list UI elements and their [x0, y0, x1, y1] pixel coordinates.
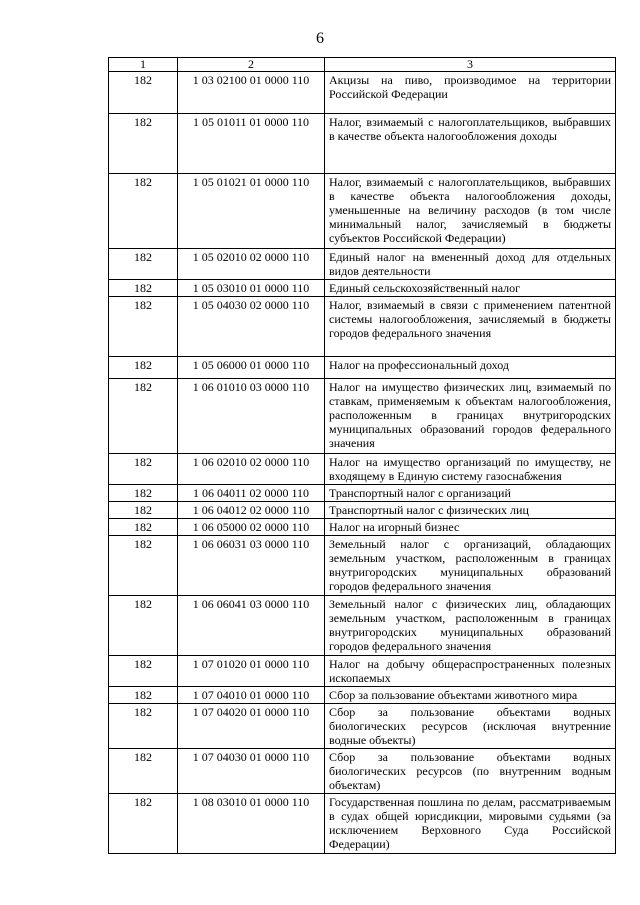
table-body	[109, 72, 616, 854]
budget-code-cell: 1 06 04012 02 0000 110	[178, 502, 325, 519]
revenue-name-cell: Транспортный налог с физических лиц	[325, 502, 616, 519]
revenue-name-cell: Налог на игорный бизнес	[325, 519, 616, 536]
table-row	[109, 280, 616, 297]
revenue-name-cell: Земельный налог с организаций, обладающих земельным участком, расположенным в границах внутригородских муниципальных образований городов федерального значения	[325, 536, 616, 596]
table-row	[109, 379, 616, 454]
table-row	[109, 502, 616, 519]
admin-code-cell: 182	[109, 596, 178, 656]
budget-code-cell: 1 03 02100 01 0000 110	[178, 72, 325, 114]
revenue-name-cell: Единый налог на вмененный доход для отдельных видов деятельности	[325, 249, 616, 280]
budget-code-cell: 1 07 01020 01 0000 110	[178, 656, 325, 687]
budget-code-cell: 1 06 06041 03 0000 110	[178, 596, 325, 656]
admin-code-cell: 182	[109, 114, 178, 174]
table-row	[109, 454, 616, 485]
table-row	[109, 596, 616, 656]
table-row	[109, 704, 616, 749]
table-row	[109, 536, 616, 596]
admin-code-cell: 182	[109, 687, 178, 704]
revenue-name-cell: Транспортный налог с организаций	[325, 485, 616, 502]
budget-code-cell: 1 06 02010 02 0000 110	[178, 454, 325, 485]
revenue-name-cell: Государственная пошлина по делам, рассматриваемым в судах общей юрисдикции, мировыми судьями (за исключением Верховного Суда Российской Федерации)	[325, 794, 616, 854]
admin-code-cell: 182	[109, 749, 178, 794]
page-number: 6	[316, 30, 324, 47]
admin-code-cell: 182	[109, 249, 178, 280]
admin-code-cell: 182	[109, 656, 178, 687]
budget-code-cell: 1 06 04011 02 0000 110	[178, 485, 325, 502]
table-row	[109, 687, 616, 704]
revenue-name-cell: Акцизы на пиво, производимое на территории Российской Федерации	[325, 72, 616, 114]
revenue-name-cell: Сбор за пользование объектами водных биологических ресурсов (по внутренним водным объектам)	[325, 749, 616, 794]
revenue-name-cell: Земельный налог с физических лиц, обладающих земельным участком, расположенным в границах внутригородских муниципальных образований городов федерального значения	[325, 596, 616, 656]
admin-code-cell: 182	[109, 536, 178, 596]
revenue-name-cell: Сбор за пользование объектами водных биологических ресурсов (исключая внутренние водные объекты)	[325, 704, 616, 749]
admin-code-cell: 182	[109, 502, 178, 519]
budget-code-cell: 1 05 04030 02 0000 110	[178, 297, 325, 357]
admin-code-cell: 182	[109, 454, 178, 485]
budget-code-cell: 1 05 06000 01 0000 110	[178, 357, 325, 379]
budget-code-cell: 1 07 04020 01 0000 110	[178, 704, 325, 749]
admin-code-cell: 182	[109, 174, 178, 249]
table-header-row	[109, 58, 616, 72]
admin-code-cell: 182	[109, 379, 178, 454]
admin-code-cell: 182	[109, 297, 178, 357]
budget-code-cell: 1 06 05000 02 0000 110	[178, 519, 325, 536]
budget-code-cell: 1 06 01010 03 0000 110	[178, 379, 325, 454]
budget-code-cell: 1 05 01021 01 0000 110	[178, 174, 325, 249]
budget-code-cell: 1 08 03010 01 0000 110	[178, 794, 325, 854]
table-row	[109, 485, 616, 502]
table-row	[109, 72, 616, 114]
table-row	[109, 249, 616, 280]
revenue-name-cell: Единый сельскохозяйственный налог	[325, 280, 616, 297]
budget-code-cell: 1 05 01011 01 0000 110	[178, 114, 325, 174]
table-row	[109, 174, 616, 249]
table-row	[109, 519, 616, 536]
column-header: 2	[178, 58, 325, 72]
budget-code-cell: 1 07 04030 01 0000 110	[178, 749, 325, 794]
admin-code-cell: 182	[109, 519, 178, 536]
admin-code-cell: 182	[109, 794, 178, 854]
admin-code-cell: 182	[109, 485, 178, 502]
revenue-name-cell: Налог, взимаемый с налогоплательщиков, выбравших в качестве объекта налогообложения доходы	[325, 114, 616, 174]
admin-code-cell: 182	[109, 357, 178, 379]
revenue-name-cell: Налог на профессиональный доход	[325, 357, 616, 379]
column-header: 3	[325, 58, 616, 72]
table-row	[109, 749, 616, 794]
table-row	[109, 357, 616, 379]
revenue-name-cell: Налог, взимаемый в связи с применением патентной системы налогообложения, зачисляемый в бюджеты городов федерального значения	[325, 297, 616, 357]
revenue-name-cell: Налог на имущество организаций по имуществу, не входящему в Единую систему газоснабжения	[325, 454, 616, 485]
table-row	[109, 297, 616, 357]
revenue-name-cell: Налог на добычу общераспространенных полезных ископаемых	[325, 656, 616, 687]
table-row	[109, 794, 616, 854]
revenue-codes-table	[108, 57, 616, 854]
revenue-name-cell: Налог, взимаемый с налогоплательщиков, выбравших в качестве объекта налогообложения доходы, уменьшенные на величину расходов (в том числе минимальный налог, зачисляемый в бюджеты субъектов Российской Федерации)	[325, 174, 616, 249]
table-row	[109, 114, 616, 174]
table-row	[109, 656, 616, 687]
budget-code-cell: 1 07 04010 01 0000 110	[178, 687, 325, 704]
admin-code-cell: 182	[109, 704, 178, 749]
budget-code-cell: 1 05 02010 02 0000 110	[178, 249, 325, 280]
admin-code-cell: 182	[109, 280, 178, 297]
column-header: 1	[109, 58, 178, 72]
budget-code-cell: 1 05 03010 01 0000 110	[178, 280, 325, 297]
revenue-name-cell: Налог на имущество физических лиц, взимаемый по ставкам, применяемым к объектам налогообложения, расположенным в границах внутригородских муниципальных образований городов федерального значения	[325, 379, 616, 454]
admin-code-cell: 182	[109, 72, 178, 114]
budget-code-cell: 1 06 06031 03 0000 110	[178, 536, 325, 596]
revenue-name-cell: Сбор за пользование объектами животного мира	[325, 687, 616, 704]
